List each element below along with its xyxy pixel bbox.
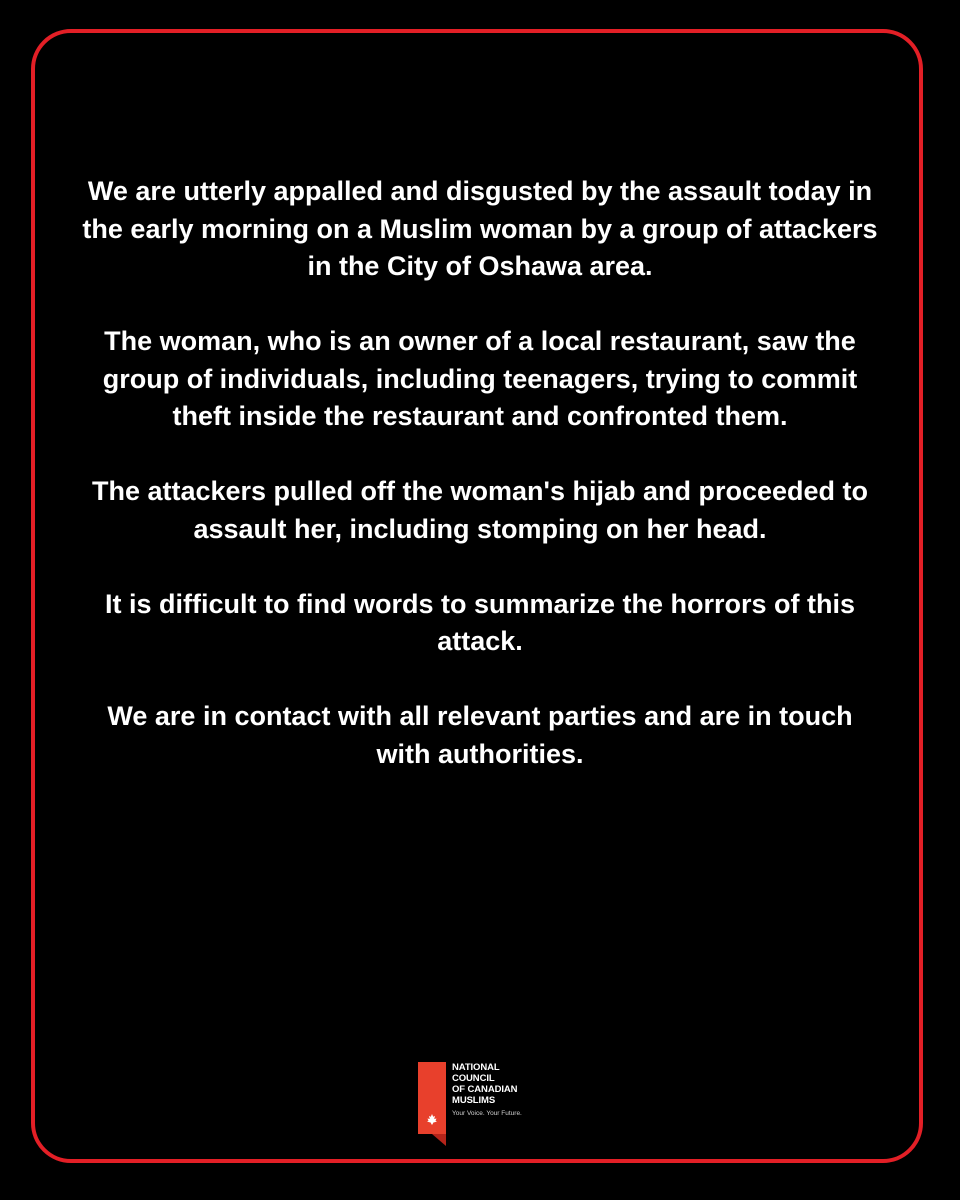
logo-line-4: MUSLIMS xyxy=(452,1095,496,1106)
statement-paragraph-4: It is difficult to find words to summarize the horrors of this attack. xyxy=(104,588,856,656)
logo-tagline: Your Voice. Your Future. xyxy=(452,1110,522,1117)
statement-body xyxy=(80,173,880,811)
logo-line-3: OF CANADIAN xyxy=(452,1084,518,1095)
statement-paragraph-3: The attackers pulled off the woman's hijab and proceeded to assault her, including stomping on her head. xyxy=(91,476,869,544)
logo-line-1: NATIONAL xyxy=(452,1062,500,1073)
logo-line-2: COUNCIL xyxy=(452,1073,495,1084)
statement-paragraph-1: We are utterly appalled and disgusted by the assault today in the early morning on a Muslim woman by a group of attackers in the City of Oshawa area. xyxy=(82,176,878,281)
logo-mark-icon xyxy=(418,1062,446,1146)
statement-paragraph-2: The woman, who is an owner of a local restaurant, saw the group of individuals, including teenagers, trying to commit theft inside the restaurant and confronted them. xyxy=(102,326,858,431)
logo-name xyxy=(452,1062,517,1106)
statement-paragraph-5: We are in contact with all relevant parties and are in touch with authorities. xyxy=(107,701,853,769)
nccm-logo xyxy=(418,1062,568,1148)
